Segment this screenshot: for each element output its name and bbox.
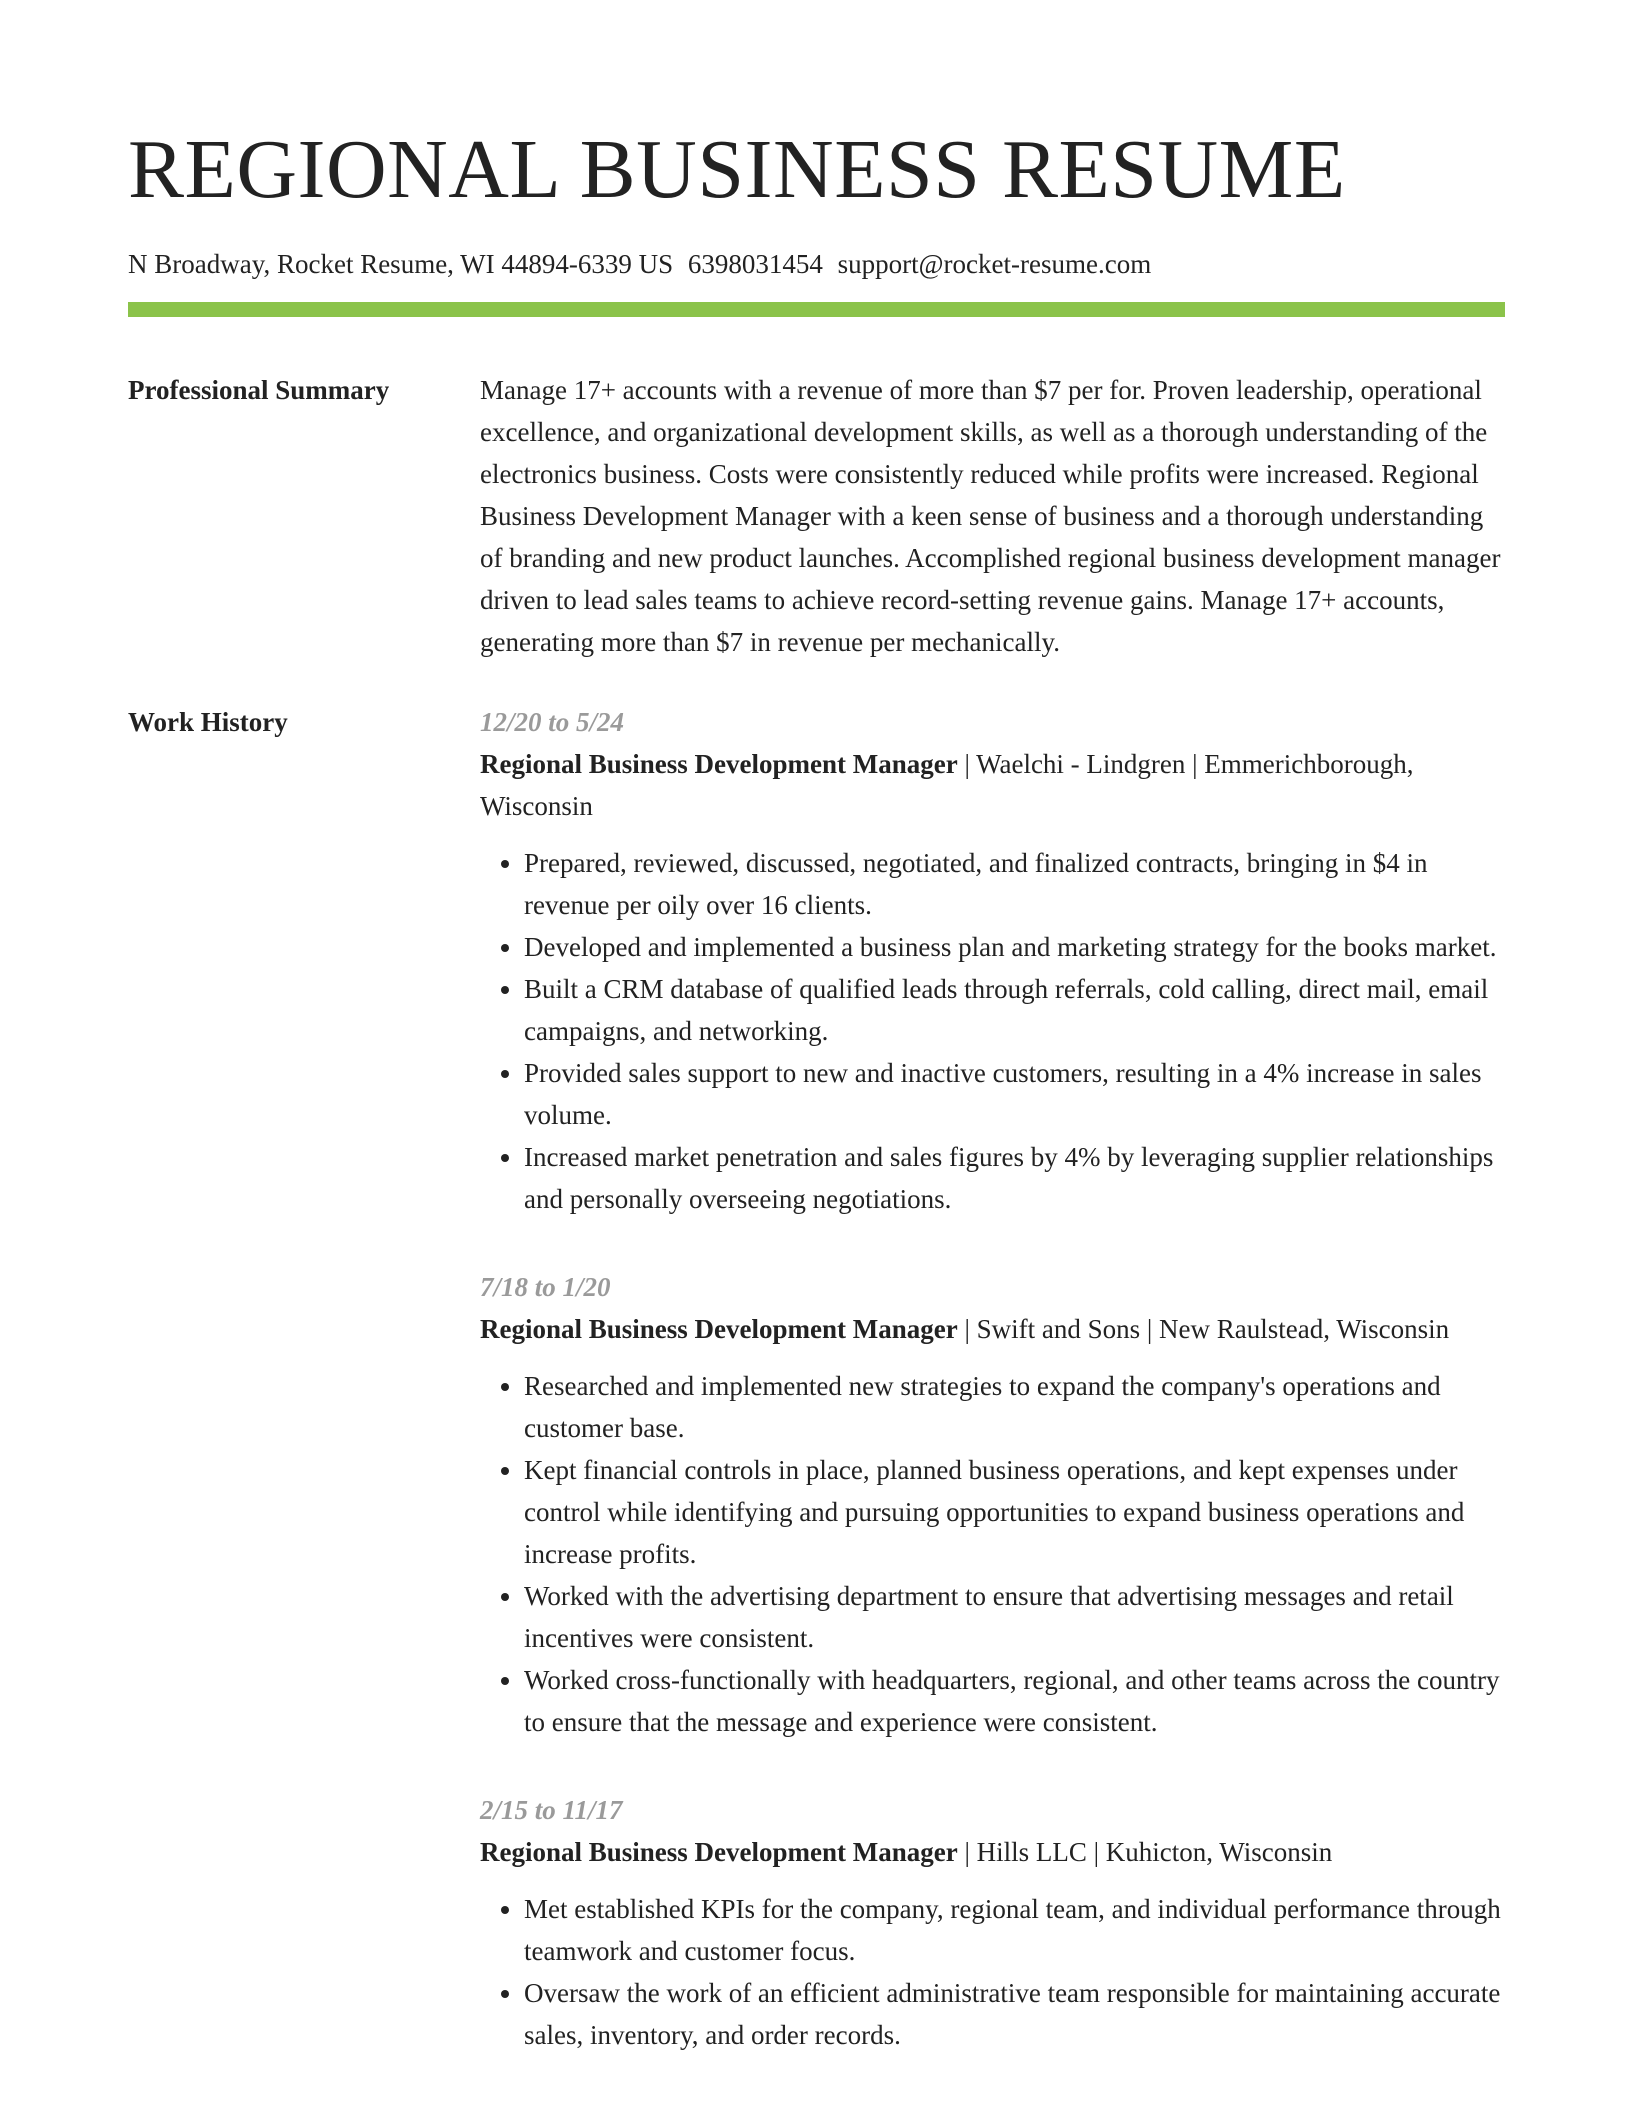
section-label-work-history: Work History bbox=[128, 707, 288, 737]
section-label-summary: Professional Summary bbox=[128, 375, 390, 405]
job-company-location: | Hills LLC | Kuhicton, Wisconsin bbox=[957, 1837, 1333, 1867]
job-bullets bbox=[480, 1888, 1505, 2056]
resume-page bbox=[128, 0, 1505, 2102]
job-bullets bbox=[480, 1365, 1505, 1743]
job-bullet: • Met established KPIs for the company, regional team, and individual performance through teamwork and customer focus. bbox=[524, 1888, 1505, 1972]
job-heading bbox=[480, 1831, 1505, 1873]
header-divider bbox=[128, 302, 1505, 317]
job-bullet: • Built a CRM database of qualified leads through referrals, cold calling, direct mail, email campaigns, and networking. bbox=[524, 968, 1505, 1052]
resume-title: REGIONAL BUSINESS RESUME bbox=[128, 123, 1346, 216]
job-bullet: • Provided sales support to new and inactive customers, resulting in a 4% increase in sales volume. bbox=[524, 1052, 1505, 1136]
work-history-body bbox=[480, 701, 1505, 2102]
job-dates: 2/15 to 11/17 bbox=[480, 1795, 623, 1825]
job-entry bbox=[480, 1789, 1505, 2056]
job-bullet: • Worked with the advertising department to ensure that advertising messages and retail incentives were consistent. bbox=[524, 1575, 1505, 1659]
job-bullet: • Increased market penetration and sales figures by 4% by leveraging supplier relationships and personally overseeing negotiations. bbox=[524, 1136, 1505, 1220]
professional-summary-section bbox=[128, 369, 1505, 663]
job-heading bbox=[480, 743, 1505, 827]
job-bullets bbox=[480, 842, 1505, 1220]
job-company-location: | Swift and Sons | New Raulstead, Wisconsin bbox=[957, 1314, 1450, 1344]
work-history-section bbox=[128, 701, 1505, 2102]
job-title: Regional Business Development Manager bbox=[480, 1314, 958, 1344]
job-entry bbox=[480, 1266, 1505, 1743]
contact-phone: 6398031454 bbox=[687, 249, 823, 279]
job-bullet: • Prepared, reviewed, discussed, negotiated, and finalized contracts, bringing in $4 in revenue per oily over 16 clients. bbox=[524, 842, 1505, 926]
job-title: Regional Business Development Manager bbox=[480, 1837, 958, 1867]
job-bullet: • Worked cross-functionally with headquarters, regional, and other teams across the country to ensure that the message and experience were consistent. bbox=[524, 1659, 1505, 1743]
job-bullet: • Oversaw the work of an efficient administrative team responsible for maintaining accurate sales, inventory, and order records. bbox=[524, 1972, 1505, 2056]
summary-body bbox=[480, 369, 1505, 663]
job-dates: 7/18 to 1/20 bbox=[480, 1272, 611, 1302]
job-bullet: • Researched and implemented new strategies to expand the company's operations and customer base. bbox=[524, 1365, 1505, 1449]
job-bullet: • Developed and implemented a business plan and marketing strategy for the books market. bbox=[524, 926, 1505, 968]
summary-text: Manage 17+ accounts with a revenue of more than $7 per for. Proven leadership, operational excellence, and organizational development skills, as well as a thorough understanding of the electronics business. Costs were consistently reduced while profits were increased. Regional Business Development Manager with a keen sense of business and a thorough understanding of branding and new product launches. Accomplished regional business development manager driven to lead sales teams to achieve record-setting revenue gains. Manage 17+ accounts, generating more than $7 in revenue per mechanically. bbox=[480, 375, 1501, 657]
contact-line bbox=[128, 246, 1505, 282]
job-bullet: • Kept financial controls in place, planned business operations, and kept expenses under control while identifying and pursuing opportunities to expand business operations and increase profits. bbox=[524, 1449, 1505, 1575]
job-company-location: | Waelchi - Lindgren | Emmerichborough, Wisconsin bbox=[480, 749, 1414, 821]
contact-email: support@rocket-resume.com bbox=[837, 249, 1152, 279]
contact-address: N Broadway, Rocket Resume, WI 44894-6339 US bbox=[128, 249, 674, 279]
job-dates: 12/20 to 5/24 bbox=[480, 707, 625, 737]
job-heading bbox=[480, 1308, 1505, 1350]
job-entry bbox=[480, 701, 1505, 1220]
job-title: Regional Business Development Manager bbox=[480, 749, 958, 779]
